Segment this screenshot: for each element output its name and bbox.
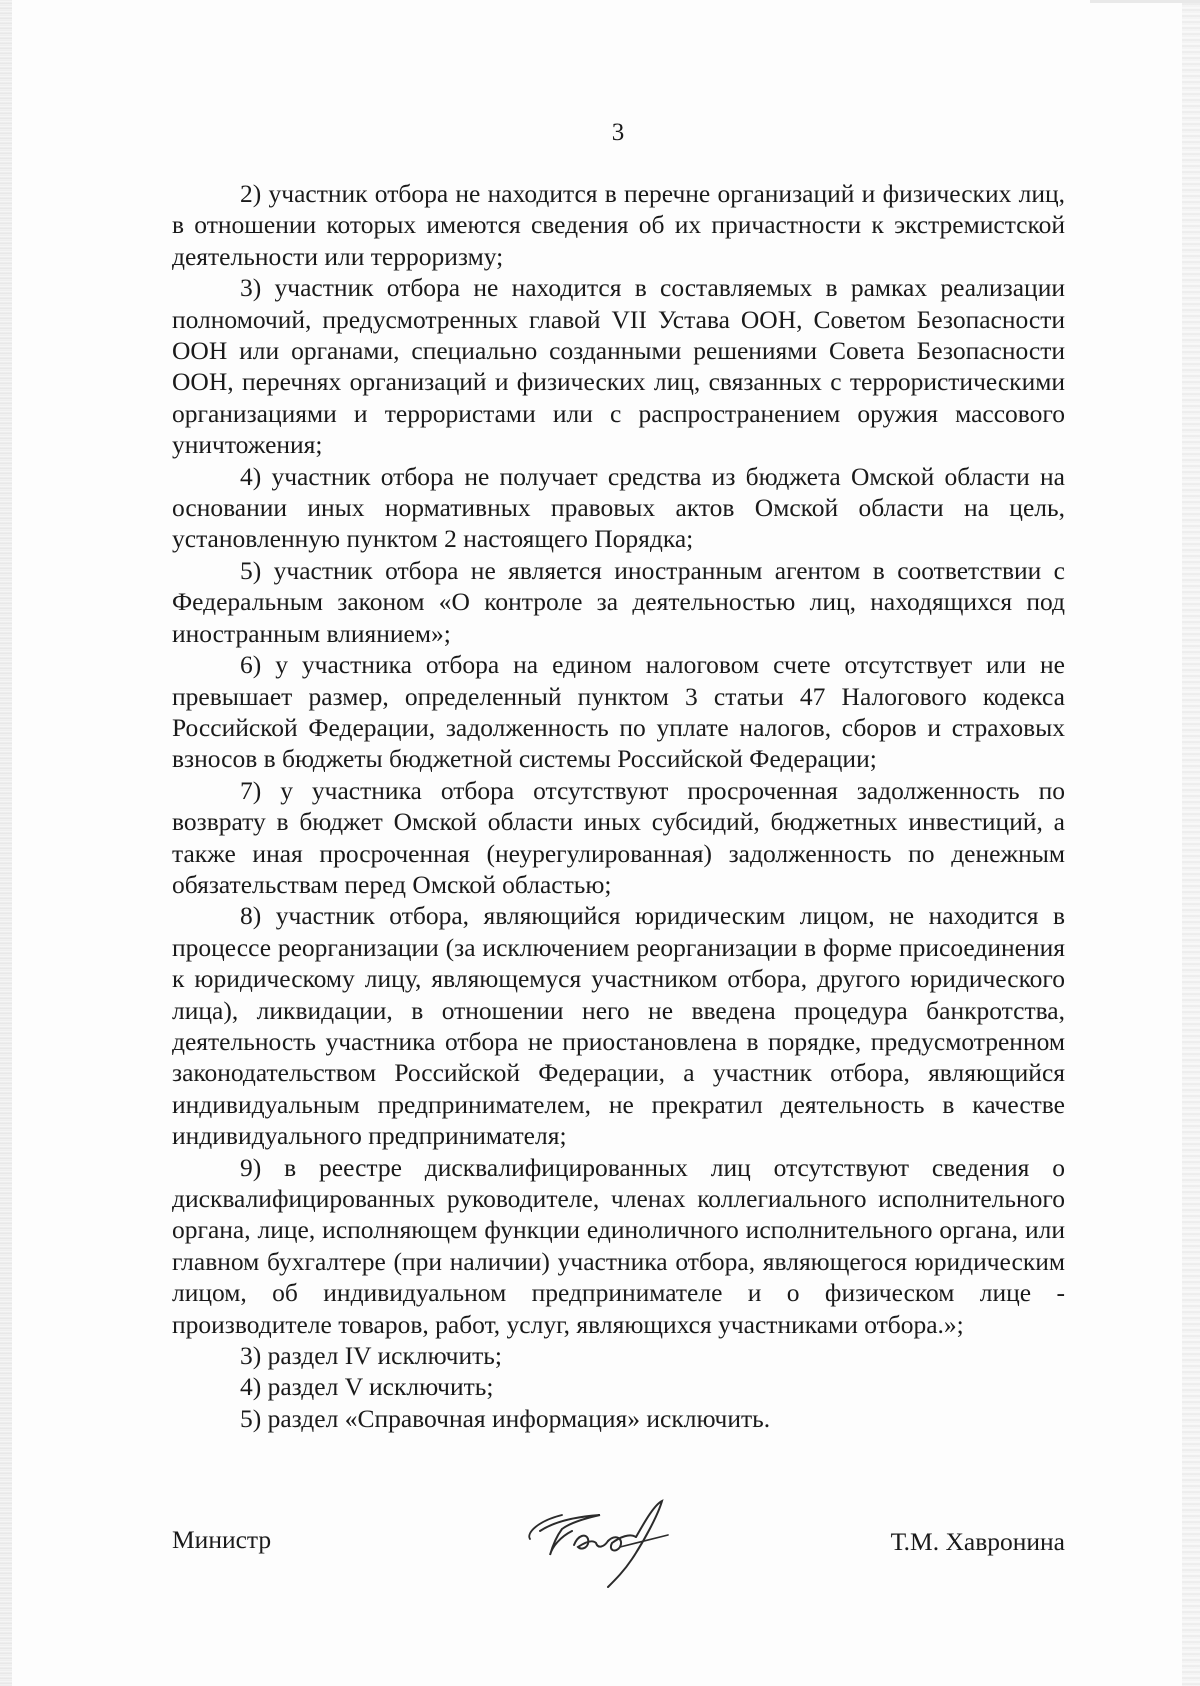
amendment-item-5: 5) раздел «Справочная информация» исключить.	[240, 1403, 771, 1433]
scan-edge-left	[0, 0, 12, 1686]
paragraph-5: 5) участник отбора не является иностранным агентом в соответствии с Федеральным законом «О контроле за деятельностью лиц, находящихся под иностранным влиянием»;	[172, 555, 1065, 648]
scan-edge-right	[1182, 0, 1200, 1686]
paragraph-8: 8) участник отбора, являющийся юридическим лицом, не находится в процессе реорганизации (за исключением реорганизации в форме присоединения к юридическому лицу, являющемуся участником отбора, другого юридического лица), ликвидации, в отношении него не введена процедура банкротства, деятельность участника отбора не приостановлена в порядке, предусмотренном законодательством Российской Федерации, а участник отбора, являющийся индивидуальным предпринимателем, не прекратил деятельность в качестве индивидуального предпринимателя;	[172, 901, 1065, 1151]
signature-block	[172, 1525, 1065, 1615]
paragraph-9: 9) в реестре дисквалифицированных лиц отсутствуют сведения о дисквалифицированных руководителе, членах коллегиального исполнительного органа, лице, исполняющем функции единоличного исполнительного органа, или главном бухгалтере (при наличии) участника отбора, являющегося юридическим лицом, об индивидуальном предпринимателе и о физическом лице - производителе товаров, работ, услуг, являющихся участниками отбора.»;	[172, 1152, 1065, 1339]
document-body	[172, 178, 1065, 1434]
signer-position: Министр	[172, 1525, 272, 1554]
paragraph-7: 7) у участника отбора отсутствуют просроченная задолженность по возврату в бюджет Омской области иных субсидий, бюджетных инвестиций, а также иная просроченная (неурегулированная) задолженность по денежным обязательствам перед Омской областью;	[172, 775, 1065, 899]
handwritten-signature	[512, 1493, 702, 1593]
paragraph-2: 2) участник отбора не находится в перечне организаций и физических лиц, в отношении которых имеются сведения об их причастности к экстремистской деятельности или терроризму;	[172, 179, 1065, 271]
amendment-item-3: 3) раздел IV исключить;	[240, 1341, 502, 1371]
amendment-item-4: 4) раздел V исключить;	[240, 1372, 494, 1402]
page-number: 3	[611, 119, 625, 146]
paragraph-4: 4) участник отбора не получает средства из бюджета Омской области на основании иных нормативных правовых актов Омской области на цель, установленную пунктом 2 настоящего Порядка;	[172, 461, 1065, 554]
paragraph-3: 3) участник отбора не находится в составляемых в рамках реализации полномочий, предусмотренных главой VII Устава ООН, Советом Безопасности ООН или органами, специально созданными решениями Совета Безопасности ООН, перечнях организаций и физических лиц, связанных с террористическими организациями и террористами или с распространением оружия массового уничтожения;	[172, 273, 1065, 460]
signer-name: Т.М. Хавронина	[890, 1527, 1065, 1556]
scan-edge-top	[1090, 0, 1200, 3]
paragraph-6: 6) у участника отбора на едином налоговом счете отсутствует или не превышает размер, определенный пунктом 3 статьи 47 Налогового кодекса Российской Федерации, задолженность по уплате налогов, сборов и страховых взносов в бюджеты бюджетной системы Российской Федерации;	[172, 650, 1065, 774]
